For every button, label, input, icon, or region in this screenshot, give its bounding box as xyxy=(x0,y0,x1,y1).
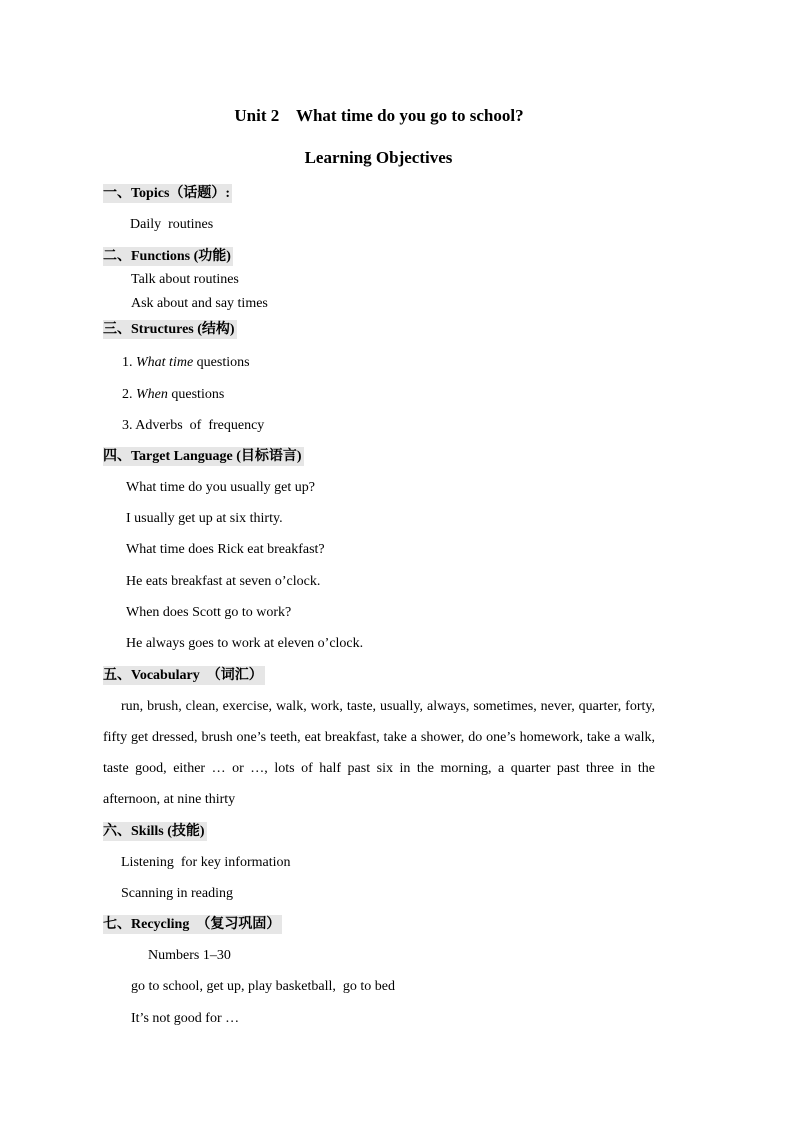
structures-item xyxy=(122,354,250,372)
functions-item: Talk about routines xyxy=(131,272,239,287)
recycling-item: go to school, get up, play basketball, go to bed xyxy=(131,979,396,994)
item-text: questions xyxy=(167,387,225,402)
skills-heading: 六、Skills (技能) xyxy=(103,824,205,839)
document-title: Unit 2 What time do you go to school? xyxy=(234,106,524,125)
functions-heading: 二、Functions (功能) xyxy=(103,249,231,264)
document-subtitle: Learning Objectives xyxy=(304,148,453,167)
target-language-item: When does Scott go to work? xyxy=(126,605,292,620)
item-emphasis: What time xyxy=(136,355,194,370)
recycling-heading: 七、Recycling （复习巩固） xyxy=(103,917,281,932)
target-language-item: What time does Rick eat breakfast? xyxy=(126,542,325,557)
topics-item: Daily routines xyxy=(130,217,214,232)
skills-item: Listening for key information xyxy=(121,855,291,870)
functions-item: Ask about and say times xyxy=(131,296,268,311)
vocabulary-heading: 五、Vocabulary （词汇） xyxy=(103,668,263,683)
target-language-item: He eats breakfast at seven o’clock. xyxy=(126,574,321,589)
recycling-item: It’s not good for … xyxy=(131,1011,240,1026)
item-text: questions xyxy=(193,355,250,370)
item-number: 1. xyxy=(122,355,136,370)
topics-heading: 一、Topics（话题）: xyxy=(103,186,231,201)
target-language-item: He always goes to work at eleven o’clock. xyxy=(126,636,364,651)
structures-item xyxy=(122,386,224,404)
vocabulary-text: run, brush, clean, exercise, walk, work, taste, usually, always, sometimes, never, quarter, forty, fifty get dressed, brush one’s teeth, eat breakfast, take a shower, do one’s homework, take a walk, taste good, either … or …, lots of half past six in the morning, a quarter past three in the afternoon, at nine thirty xyxy=(103,699,655,807)
item-emphasis: When xyxy=(136,387,168,402)
skills-item: Scanning in reading xyxy=(121,886,233,901)
structures-heading: 三、Structures (结构) xyxy=(103,322,235,337)
structures-item: 3. Adverbs of frequency xyxy=(122,418,265,433)
recycling-item: Numbers 1–30 xyxy=(148,948,231,963)
target-language-item: I usually get up at six thirty. xyxy=(126,511,283,526)
target-language-heading: 四、Target Language (目标语言) xyxy=(103,449,302,464)
item-number: 2. xyxy=(122,387,136,402)
target-language-item: What time do you usually get up? xyxy=(126,480,315,495)
